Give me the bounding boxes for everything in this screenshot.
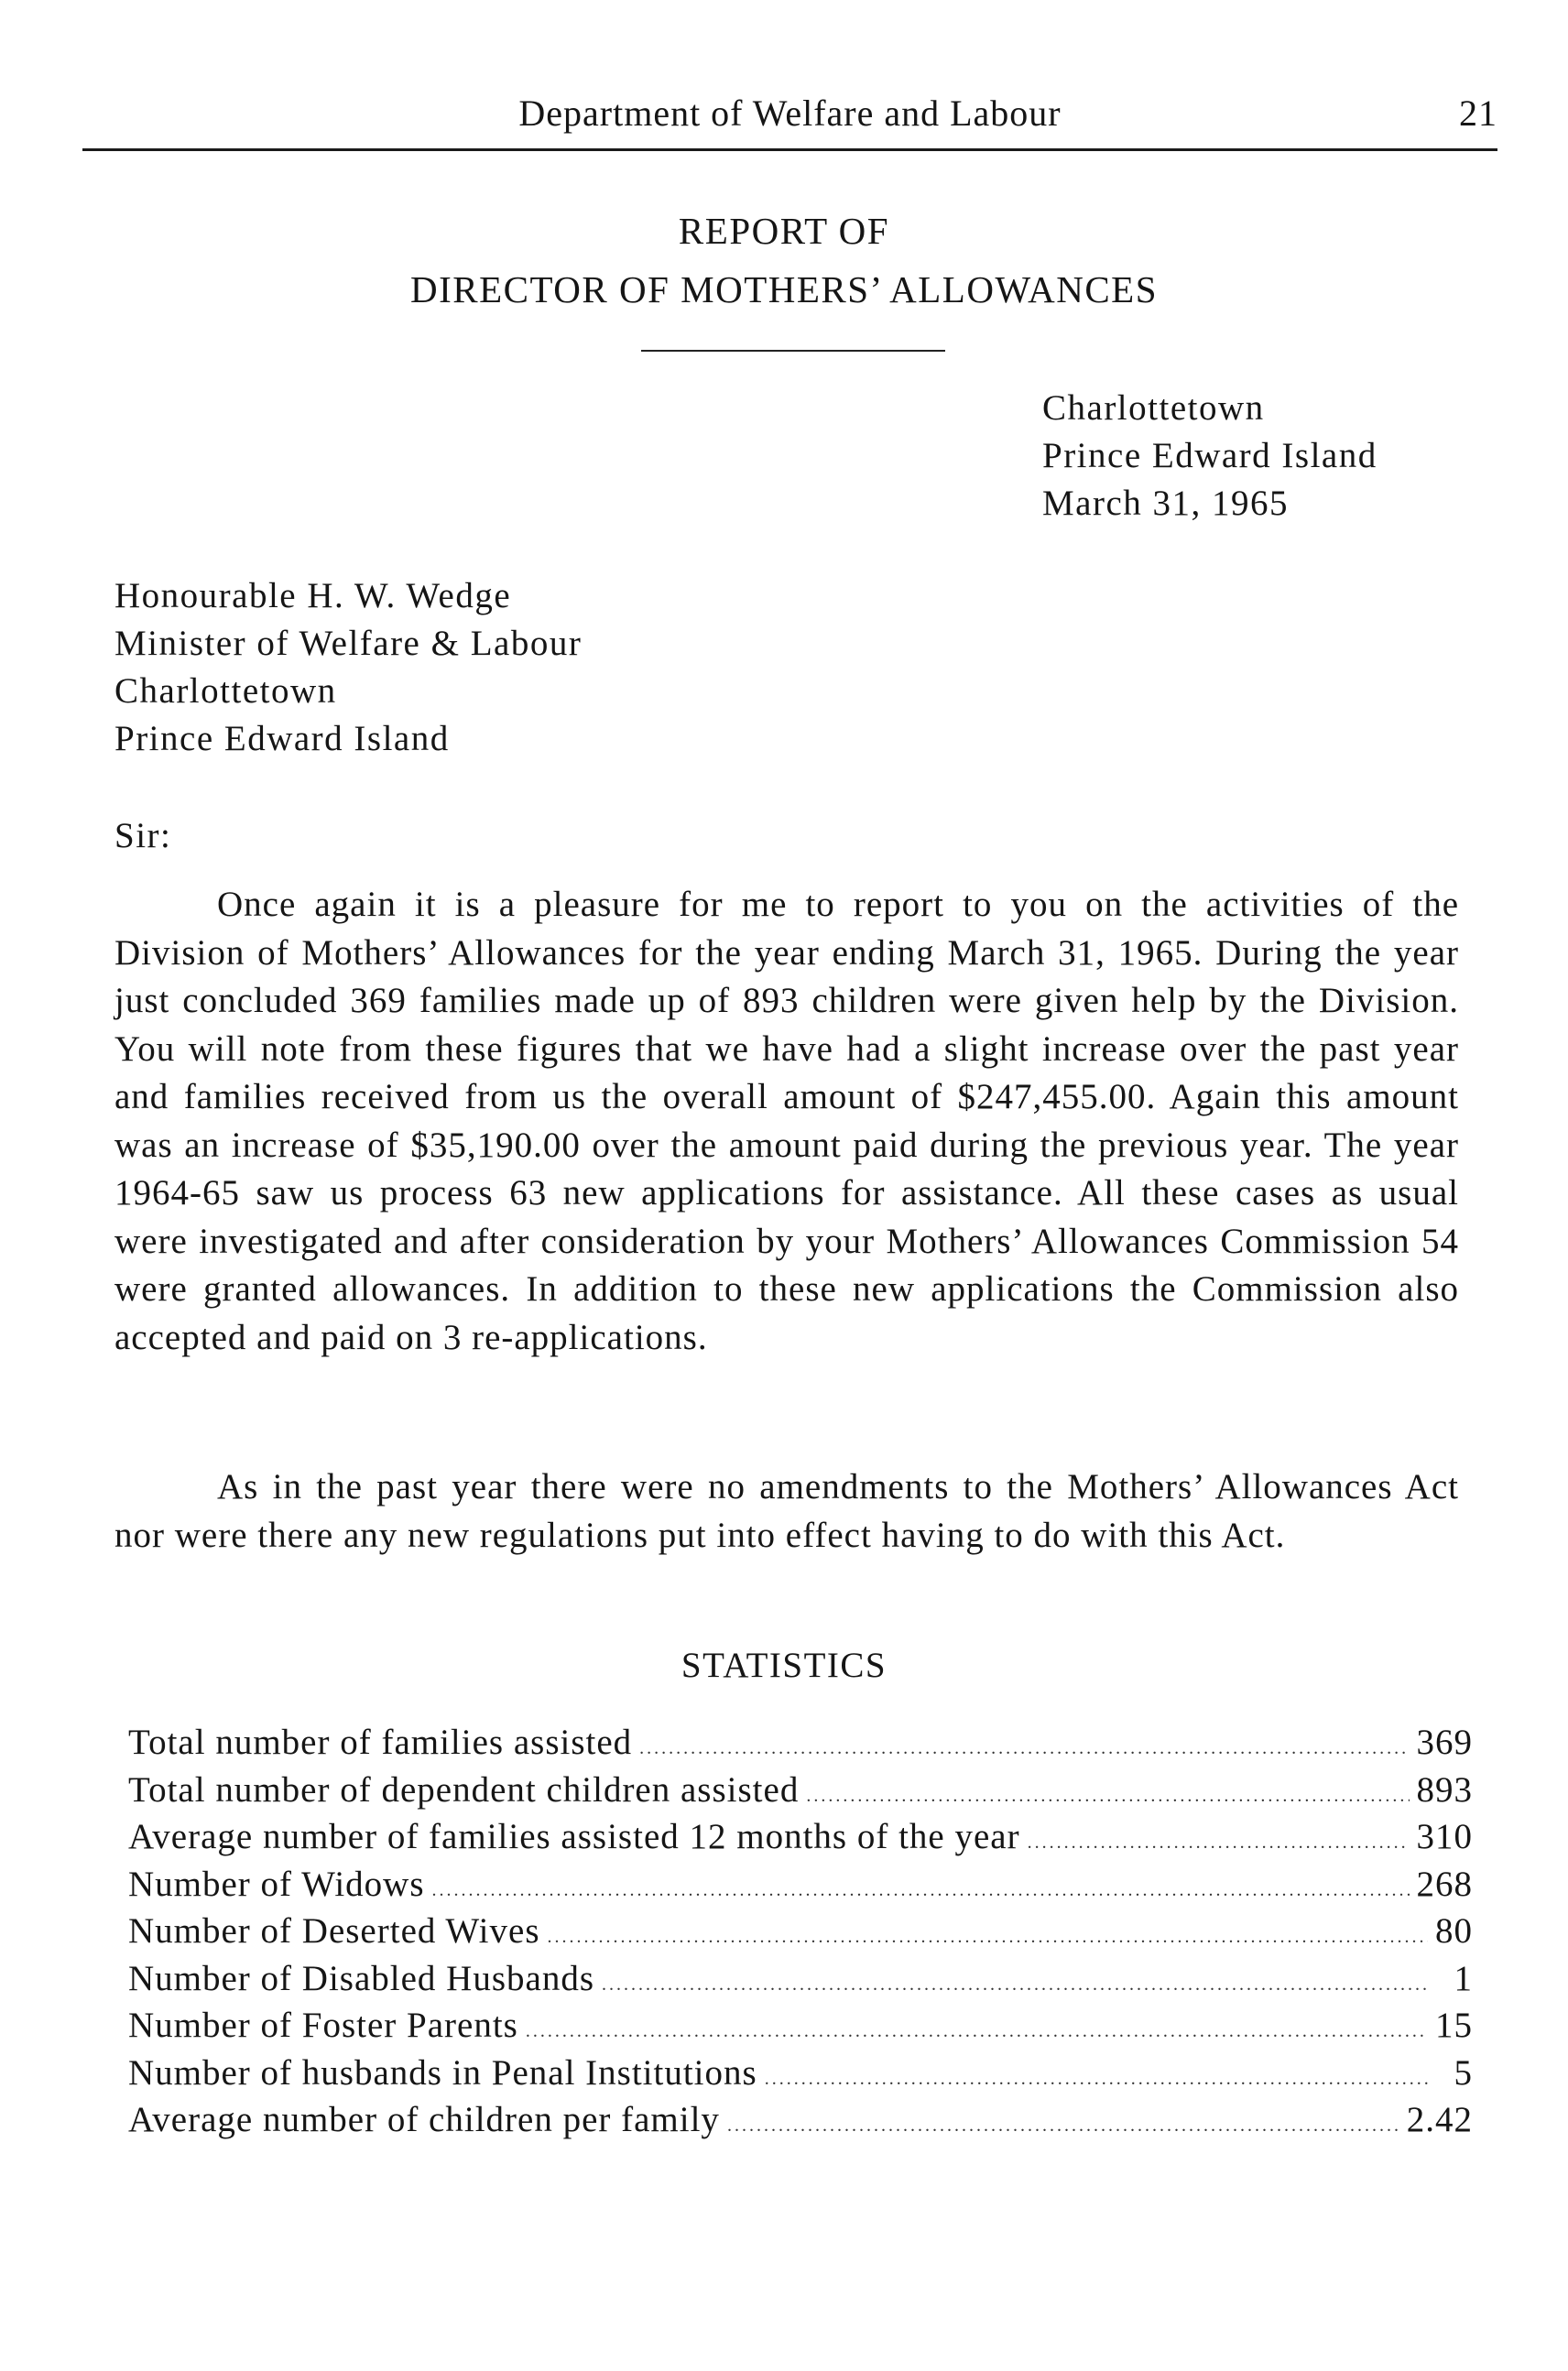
place-province: Prince Edward Island: [1042, 436, 1377, 475]
running-head: [82, 92, 1497, 150]
statistic-value: 369: [1416, 1723, 1473, 1762]
dot-leader: [548, 1927, 1429, 1948]
statistic-label: Number of husbands in Penal Institutions: [128, 2052, 757, 2093]
dot-leader: [432, 1880, 1410, 1901]
addressee-city: Charlottetown: [114, 671, 337, 711]
running-head-title: Department of Welfare and Labour: [518, 92, 1062, 134]
statistics-row: [128, 2099, 1473, 2147]
statistic-value: 893: [1416, 1769, 1473, 1810]
place-date-block: [1042, 385, 1377, 527]
statistics-heading: STATISTICS: [681, 1646, 887, 1685]
statistics-row: [128, 1722, 1473, 1769]
statistic-label: Number of Widows: [128, 1864, 425, 1904]
statistic-label: Total number of families assisted: [128, 1723, 633, 1762]
header-rule: [82, 148, 1497, 151]
dot-leader: [1028, 1833, 1410, 1854]
addressee-position: Minister of Welfare & Labour: [114, 624, 583, 663]
statistic-label: Average number of families assisted 12 months of the year: [128, 1817, 1020, 1856]
dot-leader: [639, 1738, 1409, 1759]
statistics-row: [128, 1958, 1473, 2006]
dot-leader: [727, 2115, 1399, 2137]
statistics-row: [128, 1910, 1473, 1958]
statistic-value: 15: [1435, 2006, 1473, 2045]
statistic-label: Average number of children per family: [128, 2100, 720, 2139]
statistic-value: 2.42: [1406, 2100, 1473, 2139]
statistic-value: 1: [1454, 1958, 1473, 1998]
report-title-line-1: REPORT OF: [678, 210, 890, 252]
statistics-row: [128, 2005, 1473, 2052]
dot-leader: [526, 2021, 1428, 2042]
page-number: 21: [1459, 92, 1497, 134]
place-city: Charlottetown: [1042, 388, 1265, 428]
statistic-value: 310: [1416, 1817, 1473, 1856]
statistic-value: 80: [1435, 1911, 1473, 1951]
statistic-label: Number of Disabled Husbands: [128, 1958, 594, 1998]
report-title-line-2: DIRECTOR OF MOTHERS’ ALLOWANCES: [409, 268, 1159, 310]
statistics-row: [128, 1816, 1473, 1864]
body-paragraph: As in the past year there were no amendments to the Mothers’ Allowances Act nor were there any new regulations put into effect having to do with this Act.: [114, 1467, 1459, 1555]
title-divider: [641, 350, 945, 352]
letter-date: March 31, 1965: [1042, 484, 1290, 523]
addressee-block: [114, 572, 582, 763]
statistics-list: [128, 1722, 1473, 2147]
dot-leader: [806, 1786, 1409, 1807]
statistic-label: Number of Deserted Wives: [128, 1911, 540, 1951]
addressee-province: Prince Edward Island: [114, 719, 450, 758]
statistics-row: [128, 1864, 1473, 1911]
dot-leader: [602, 1974, 1429, 1996]
statistic-value: 268: [1416, 1864, 1473, 1904]
dot-leader: [765, 2069, 1429, 2090]
statistics-row: [128, 2052, 1473, 2100]
body-paragraph: Once again it is a pleasure for me to report to you on the activities of the Division of Mothers’ Allowances for the year ending March 31, 1965. During the year just concluded 369 families made up of 893 children were given help by the Division. You will note from these figures that we have had a slight increase over the past year and families received from us the overall amount of $247,455.00. Again this amount was an increase of $35,190.00 over the amount paid during the previous year. The year 1964-65 saw us process 63 new applications for assistance. All these cases as usual were investigated and after consideration by your Mothers’ Allowances Commission 54 were granted allowances. In addition to these new applications the Commission also accepted and paid on 3 re-applications.: [114, 885, 1459, 1357]
addressee-name: Honourable H. W. Wedge: [114, 576, 512, 615]
statistic-value: 5: [1454, 2052, 1473, 2093]
statistic-label: Number of Foster Parents: [128, 2006, 518, 2045]
salutation: Sir:: [114, 816, 172, 855]
statistics-row: [128, 1769, 1473, 1817]
statistic-label: Total number of dependent children assisted: [128, 1769, 800, 1810]
